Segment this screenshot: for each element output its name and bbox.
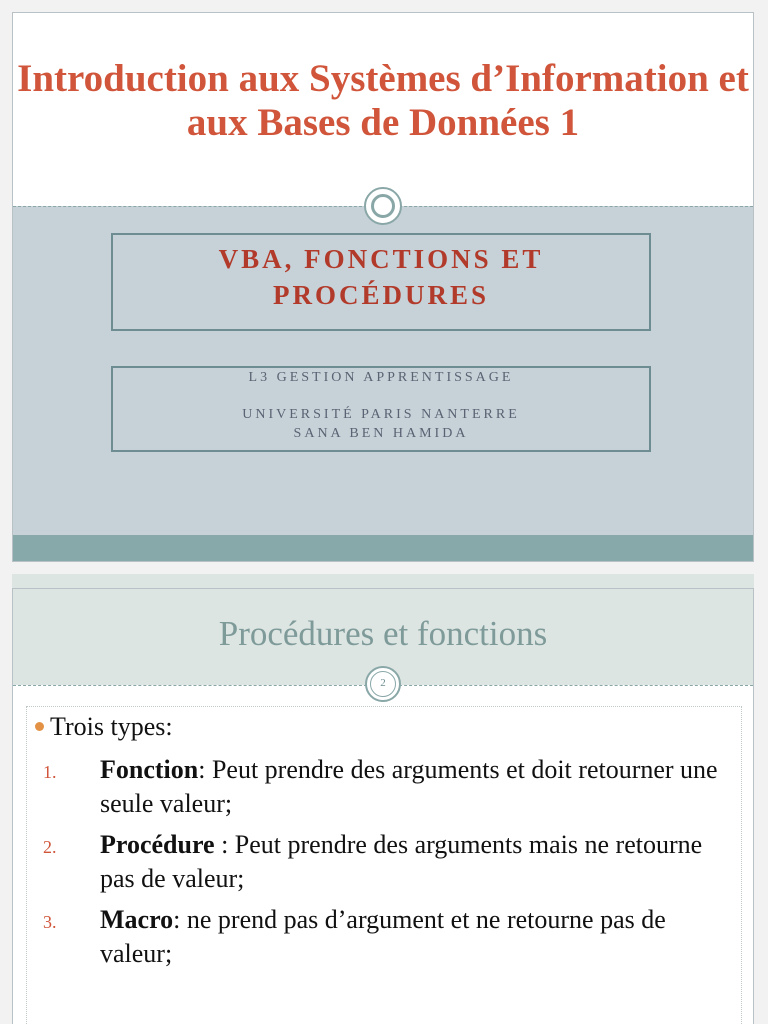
slide-separator-band <box>12 574 754 588</box>
list-description: : Peut prendre des arguments et doit retourner une seule valeur; <box>100 755 718 818</box>
bullet-dot-icon <box>35 722 44 731</box>
title-area <box>13 13 753 206</box>
list-description: : Peut prendre des arguments mais ne retourne pas de valeur; <box>100 830 703 893</box>
ring-ornament-icon <box>364 187 402 225</box>
slide-number: 2 <box>380 677 386 689</box>
bullet-item <box>35 707 173 747</box>
bullet-text: Trois types: <box>50 712 173 741</box>
subtitle-line-1: VBA, FONCTIONS ET <box>218 244 544 274</box>
list-number: 3. <box>43 912 57 932</box>
bottom-band <box>13 535 753 561</box>
content-slide <box>12 588 754 1024</box>
subtitle-line-2: PROCÉDURES <box>272 280 490 310</box>
list-term: Fonction <box>100 755 199 784</box>
list-number: 2. <box>43 837 57 857</box>
list-description: : ne prend pas d’argument et ne retourne pas de valeur; <box>100 905 666 968</box>
list-term: Macro <box>100 905 174 934</box>
author-name: SANA BEN HAMIDA <box>293 426 469 441</box>
subtitle-box <box>111 233 651 331</box>
list-text <box>100 753 740 821</box>
presentation-title: Introduction aux Systèmes d’Information et aux Bases de Données 1 <box>17 57 749 144</box>
list-text <box>100 903 740 971</box>
course-level: L3 GESTION APPRENTISSAGE <box>248 370 514 385</box>
list-term: Procédure <box>100 830 215 859</box>
university-name: UNIVERSITÉ PARIS NANTERRE <box>242 407 520 422</box>
slide-number-badge <box>365 666 401 702</box>
title-slide <box>12 12 754 562</box>
list-number: 1. <box>43 762 57 782</box>
list-text <box>100 828 740 896</box>
slide-heading: Procédures et fonctions <box>218 614 548 653</box>
content-box <box>26 706 742 1024</box>
info-box <box>111 366 651 452</box>
